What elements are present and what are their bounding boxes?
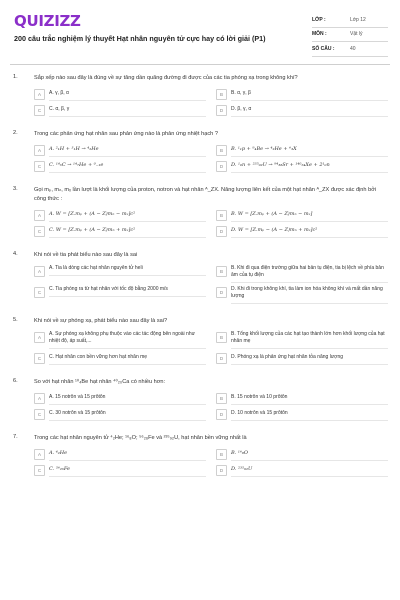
question-text: Trong các phản ứng hạt nhân sau phản ứng nào là phản ứng nhiệt hạch ? (34, 131, 218, 137)
meta-row-subject (312, 28, 388, 43)
question-text: Sắp xếp nào sau đây là đúng về sự tăng dần quãng đường đi được của các tia phóng xạ trong không khí? (34, 75, 298, 81)
option-letter: C (34, 105, 45, 116)
option-a[interactable] (34, 88, 206, 101)
option-text: A. γ, β, α (49, 88, 206, 101)
question-text: Trong các hạt nhân nguyên tử ⁴₂He; ¹⁶₈O; ⁵⁶₂₆Fe và ²³⁵₉₂U, hạt nhân bền vững nhất là (34, 435, 247, 441)
option-text: B. W = [Z.mₚ + (A − Z)mₙ − mₓ] (231, 209, 388, 222)
question-number: 2. (13, 130, 18, 136)
option-letter: C (34, 226, 45, 237)
option-text: C. ⁵⁶₂₆Fe (49, 464, 206, 477)
options (34, 331, 388, 368)
option-text: C. α, β, γ (49, 104, 206, 117)
question-6 (0, 378, 400, 424)
option-text: C. Hạt nhân con bền vững hơn hạt nhân mẹ (49, 352, 206, 365)
option-text: A. ²₁H + ³₁H → ⁴₂He (49, 144, 206, 157)
meta-value: 40 (350, 45, 356, 52)
meta-value: Vật lý (350, 31, 363, 38)
options (34, 144, 388, 176)
option-d[interactable] (216, 225, 388, 238)
option-text: B. ¹⁶₈O (231, 448, 388, 461)
question-text: Khi nói về sự phóng xạ, phát biểu nào sau đây là sai? (34, 318, 168, 324)
question-7 (0, 434, 400, 480)
option-letter: C (34, 287, 45, 298)
page-title: 200 câu trắc nghiệm lý thuyết Hạt nhân nguyên tử cực hay có lời giải (P1) (14, 34, 266, 43)
option-a[interactable] (34, 144, 206, 157)
option-letter: A (34, 89, 45, 100)
options (34, 392, 388, 424)
option-a[interactable] (34, 265, 206, 283)
option-letter: A (34, 145, 45, 156)
option-b[interactable] (216, 331, 388, 349)
question-text: Gọi mₚ, mₙ, mₓ lần lượt là khối lượng của proton, notron và hạt nhân ᴬ_ZX. Năng lượng liên kết của một hạt nhân ᴬ_ZX được xác định bởi công thức : (34, 187, 377, 202)
option-letter: C (34, 465, 45, 476)
meta-label: MÔN : (312, 31, 327, 38)
option-letter: D (216, 161, 227, 172)
option-text: D. Phóng xạ là phản ứng hạt nhân tỏa năng lượng (231, 352, 388, 365)
option-letter: B (216, 89, 227, 100)
option-letter: C (34, 409, 45, 420)
option-c[interactable] (34, 104, 206, 117)
option-c[interactable] (34, 225, 206, 238)
quizizz-logo: QUIZIZZ (14, 12, 81, 30)
option-text: A. Sự phóng xạ không phụ thuộc vào các tác động bên ngoài như nhiệt độ, áp suất,... (49, 331, 206, 349)
options (34, 448, 388, 480)
option-letter: A (34, 210, 45, 221)
option-text: C. W = [Z.mₚ + (A − Z)mₙ + mₓ]c² (49, 225, 206, 238)
option-text: C. Tia phóng ra từ hạt nhân với tốc độ bằng 2000 m/s (49, 286, 206, 297)
question-number: 5. (13, 317, 18, 323)
document-header (0, 0, 400, 70)
question-3 (0, 186, 400, 241)
option-d[interactable] (216, 104, 388, 117)
option-text: D. β, γ, α (231, 104, 388, 117)
question-number: 1. (13, 74, 18, 80)
option-b[interactable] (216, 265, 388, 283)
option-letter: A (34, 449, 45, 460)
option-letter: D (216, 287, 227, 298)
option-text: C. ¹⁴₆C → ¹⁴₇He + ⁰₋₁e (49, 160, 206, 173)
question-4 (0, 251, 400, 307)
option-c[interactable] (34, 286, 206, 304)
options (34, 265, 388, 307)
option-text: A. Tia là dòng các hạt nhân nguyên tử heli (49, 265, 206, 276)
question-1 (0, 74, 400, 120)
option-letter: B (216, 145, 227, 156)
question-5 (0, 317, 400, 368)
option-letter: D (216, 105, 227, 116)
option-b[interactable] (216, 144, 388, 157)
option-letter: A (34, 393, 45, 404)
options (34, 88, 388, 120)
option-letter: B (216, 332, 227, 343)
option-letter: D (216, 409, 227, 420)
meta-label: LỚP : (312, 16, 326, 23)
option-text: D. ²³⁵₉₂U (231, 464, 388, 477)
option-letter: C (34, 353, 45, 364)
option-d[interactable] (216, 408, 388, 421)
option-text: B. Khi đi qua điện trường giữa hai bản tụ điện, tia bị lệch về phía bản âm của tụ điện (231, 265, 388, 283)
option-letter: A (34, 266, 45, 277)
option-letter: D (216, 465, 227, 476)
question-text: Khi nói về tia phát biểu nào sau đây là sai (34, 252, 138, 258)
meta-label: SỐ CÂU : (312, 45, 335, 52)
question-text: So với hạt nhân ¹⁰₄Be hạt nhân ⁴⁰₂₀Ca có nhiều hơn: (34, 379, 166, 385)
question-number: 6. (13, 378, 18, 384)
option-b[interactable] (216, 392, 388, 405)
question-number: 4. (13, 251, 18, 257)
option-b[interactable] (216, 209, 388, 222)
option-a[interactable] (34, 448, 206, 461)
option-text: B. ¹₁p + ⁹₄Be → ⁴₂He + ⁶₃X (231, 144, 388, 157)
option-a[interactable] (34, 209, 206, 222)
option-c[interactable] (34, 408, 206, 421)
meta-row-grade (312, 13, 388, 28)
option-text: B. α, γ, β (231, 88, 388, 101)
option-text: D. 10 notrôn và 15 prôtôn (231, 408, 388, 421)
meta-info (312, 13, 388, 57)
question-2 (0, 130, 400, 176)
option-letter: B (216, 266, 227, 277)
option-letter: C (34, 161, 45, 172)
question-number: 3. (13, 186, 18, 192)
option-text: A. ⁴₂He (49, 448, 206, 461)
option-text: A. 15 notrôn và 15 prôtôn (49, 392, 206, 405)
options (34, 209, 388, 241)
option-d[interactable] (216, 464, 388, 477)
option-b[interactable] (216, 88, 388, 101)
option-a[interactable] (34, 331, 206, 349)
option-d[interactable] (216, 286, 388, 304)
option-letter: B (216, 449, 227, 460)
option-c[interactable] (34, 464, 206, 477)
option-text: B. Tổng khối lượng của các hạt tạo thành lớn hơn khối lượng của hạt nhân mẹ (231, 331, 388, 349)
option-a[interactable] (34, 392, 206, 405)
question-number: 7. (13, 434, 18, 440)
header-divider (10, 64, 390, 65)
option-c[interactable] (34, 160, 206, 173)
option-letter: B (216, 210, 227, 221)
option-c[interactable] (34, 352, 206, 365)
meta-row-count (312, 42, 388, 57)
option-text: D. W = [Z.mₚ − (A − Z)mₙ + mₓ]c² (231, 225, 388, 238)
option-text: B. 15 notrôn và 10 prôtôn (231, 392, 388, 405)
option-d[interactable] (216, 352, 388, 365)
option-text: D. Khi đi trong không khí, tia làm ion hóa không khí và mất dần năng lượng (231, 286, 388, 304)
option-letter: D (216, 226, 227, 237)
option-letter: D (216, 353, 227, 364)
question-list (0, 74, 400, 490)
option-text: D. ¹₀n + ²³⁵₉₂U → ⁹⁴₃₈Sr + ¹⁴⁰₅₄Xe + 2¹₀n (231, 160, 388, 173)
option-d[interactable] (216, 160, 388, 173)
option-text: C. 30 notrôn và 15 prôtôn (49, 408, 206, 421)
option-b[interactable] (216, 448, 388, 461)
option-letter: A (34, 332, 45, 343)
meta-value: Lớp 12 (350, 16, 366, 23)
option-letter: B (216, 393, 227, 404)
option-text: A. W = [Z.mₚ + (A − Z)mₙ − mₓ]c² (49, 209, 206, 222)
